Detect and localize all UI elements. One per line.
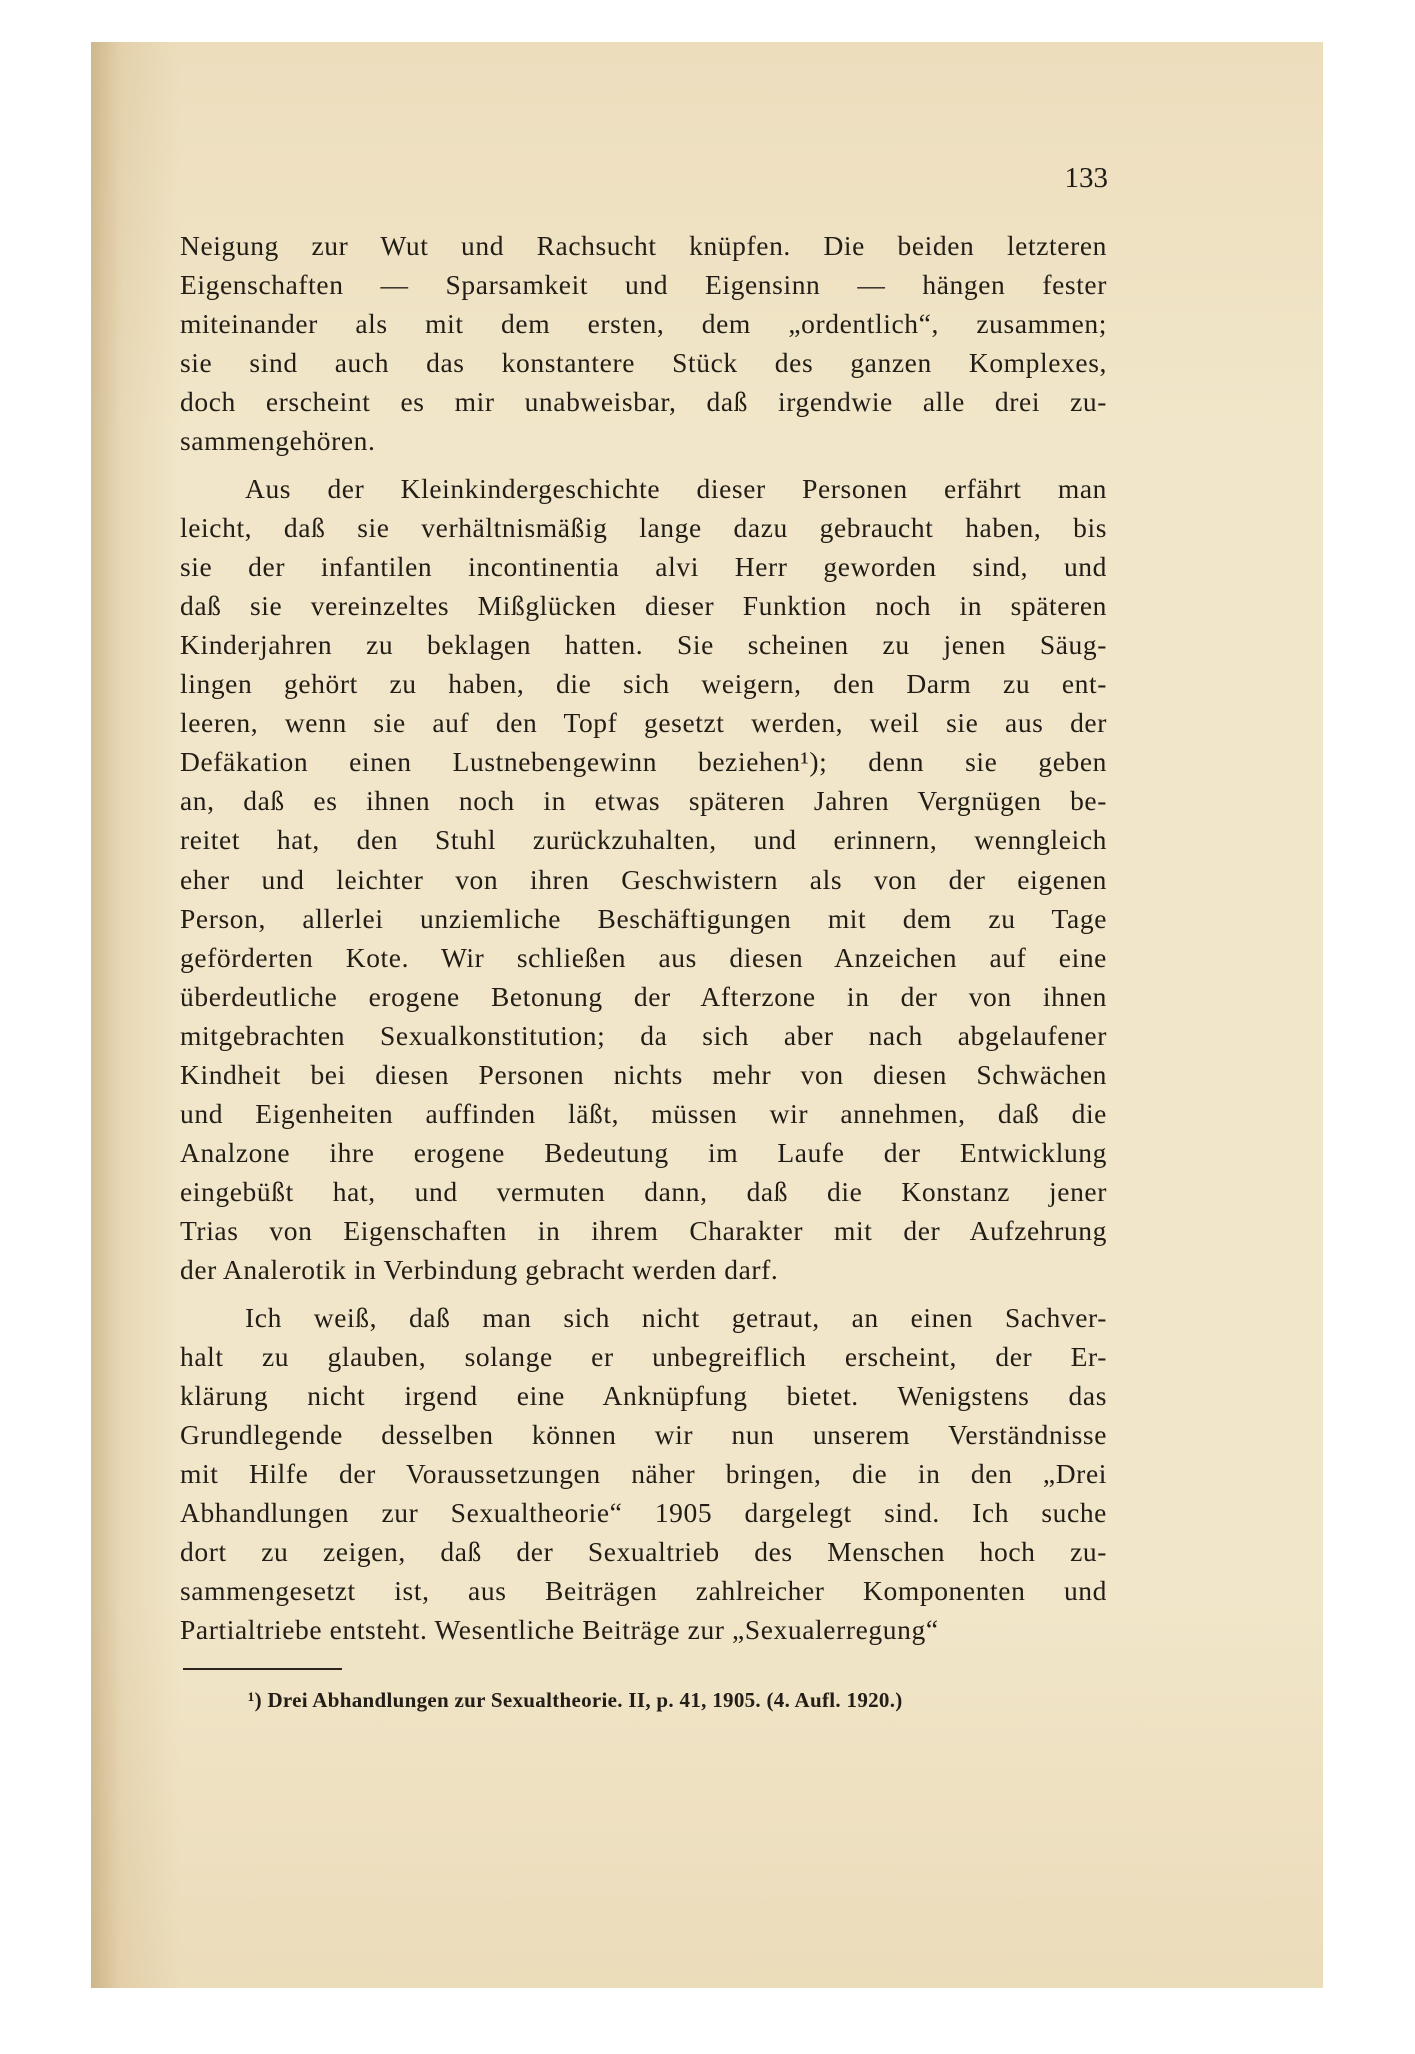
text-line: mitgebrachten Sexualkonstitution; da sich aber nach abgelaufener [180, 1019, 1107, 1051]
text-line: klärung nicht irgend eine Anknüpfung bietet. Wenigstens das [180, 1379, 1107, 1411]
text-line: Aus der Kleinkindergeschichte dieser Personen erfährt man [245, 472, 1107, 504]
text-line: geförderten Kote. Wir schließen aus diesen Anzeichen auf eine [180, 941, 1107, 973]
text-line: leeren, wenn sie auf den Topf gesetzt werden, weil sie aus der [180, 707, 1107, 739]
text-line: mit Hilfe der Voraussetzungen näher bringen, die in den „Drei [180, 1457, 1107, 1489]
paragraph [180, 1298, 1107, 1650]
text-line: der Analerotik in Verbindung gebracht werden darf. [180, 1254, 779, 1286]
text-line: Grundlegende desselben können wir nun unserem Verständnisse [180, 1418, 1107, 1450]
text-line: Analzone ihre erogene Bedeutung im Laufe der Entwicklung [180, 1137, 1107, 1169]
text-line: Trias von Eigenschaften in ihrem Charakter mit der Aufzehrung [180, 1215, 1107, 1247]
text-line: Neigung zur Wut und Rachsucht knüpfen. Die beiden letzteren [180, 230, 1107, 261]
text-line: sie der infantilen incontinentia alvi Herr geworden sind, und [180, 550, 1107, 582]
paragraph [180, 469, 1107, 1290]
text-line: reitet hat, den Stuhl zurückzuhalten, und erinnern, wenngleich [180, 824, 1107, 856]
text-line: Eigenschaften — Sparsamkeit und Eigensinn — hängen fester [180, 269, 1107, 301]
text-line: Kinderjahren zu beklagen hatten. Sie scheinen zu jenen Säug- [180, 628, 1107, 660]
text-line: und Eigenheiten auffinden läßt, müssen wir annehmen, daß die [180, 1098, 1107, 1130]
text-line: leicht, daß sie verhältnismäßig lange dazu gebraucht haben, bis [180, 511, 1107, 543]
text-line: Ich weiß, daß man sich nicht getraut, an einen Sachver- [245, 1301, 1107, 1333]
text-line: überdeutliche erogene Betonung der Afterzone in der von ihnen [180, 980, 1107, 1012]
text-line: halt zu glauben, solange er unbegreiflich erscheint, der Er- [180, 1340, 1107, 1372]
page-number: 133 [1064, 162, 1108, 194]
text-line: eingebüßt hat, und vermuten dann, daß die Konstanz jener [180, 1176, 1107, 1208]
paragraph [180, 226, 1107, 461]
text-line: Defäkation einen Lustnebengewinn beziehen¹); denn sie geben [180, 746, 1107, 778]
text-line: an, daß es ihnen noch in etwas späteren Jahren Vergnügen be- [180, 785, 1107, 817]
footnote-separator [183, 1668, 342, 1670]
text-line: sie sind auch das konstantere Stück des ganzen Komplexes, [180, 347, 1107, 379]
text-line: doch erscheint es mir unabweisbar, daß irgendwie alle drei zu- [180, 386, 1107, 418]
text-line: eher und leichter von ihren Geschwistern als von der eigenen [180, 863, 1107, 895]
body-text [180, 226, 1107, 1649]
text-line: Person, allerlei unziemliche Beschäftigungen mit dem zu Tage [180, 902, 1107, 934]
footnote: ¹) Drei Abhandlungen zur Sexualtheorie. II, p. 41, 1905. (4. Aufl. 1920.) [248, 1688, 903, 1712]
text-line: miteinander als mit dem ersten, dem „ordentlich“, zusammen; [180, 308, 1107, 340]
text-line: sammengehören. [180, 425, 376, 457]
text-line: daß sie vereinzeltes Mißglücken dieser Funktion noch in späteren [180, 589, 1107, 621]
text-line: dort zu zeigen, daß der Sexualtrieb des Menschen hoch zu- [180, 1536, 1107, 1568]
text-line: lingen gehört zu haben, die sich weigern, den Darm zu ent- [180, 668, 1107, 700]
text-line: Kindheit bei diesen Personen nichts mehr von diesen Schwächen [180, 1058, 1107, 1090]
text-line: sammengesetzt ist, aus Beiträgen zahlreicher Komponenten und [180, 1575, 1107, 1607]
text-line: Abhandlungen zur Sexualtheorie“ 1905 dargelegt sind. Ich suche [180, 1497, 1107, 1528]
text-line: Partialtriebe entsteht. Wesentliche Beiträge zur „Sexualerregung“ [180, 1614, 939, 1646]
